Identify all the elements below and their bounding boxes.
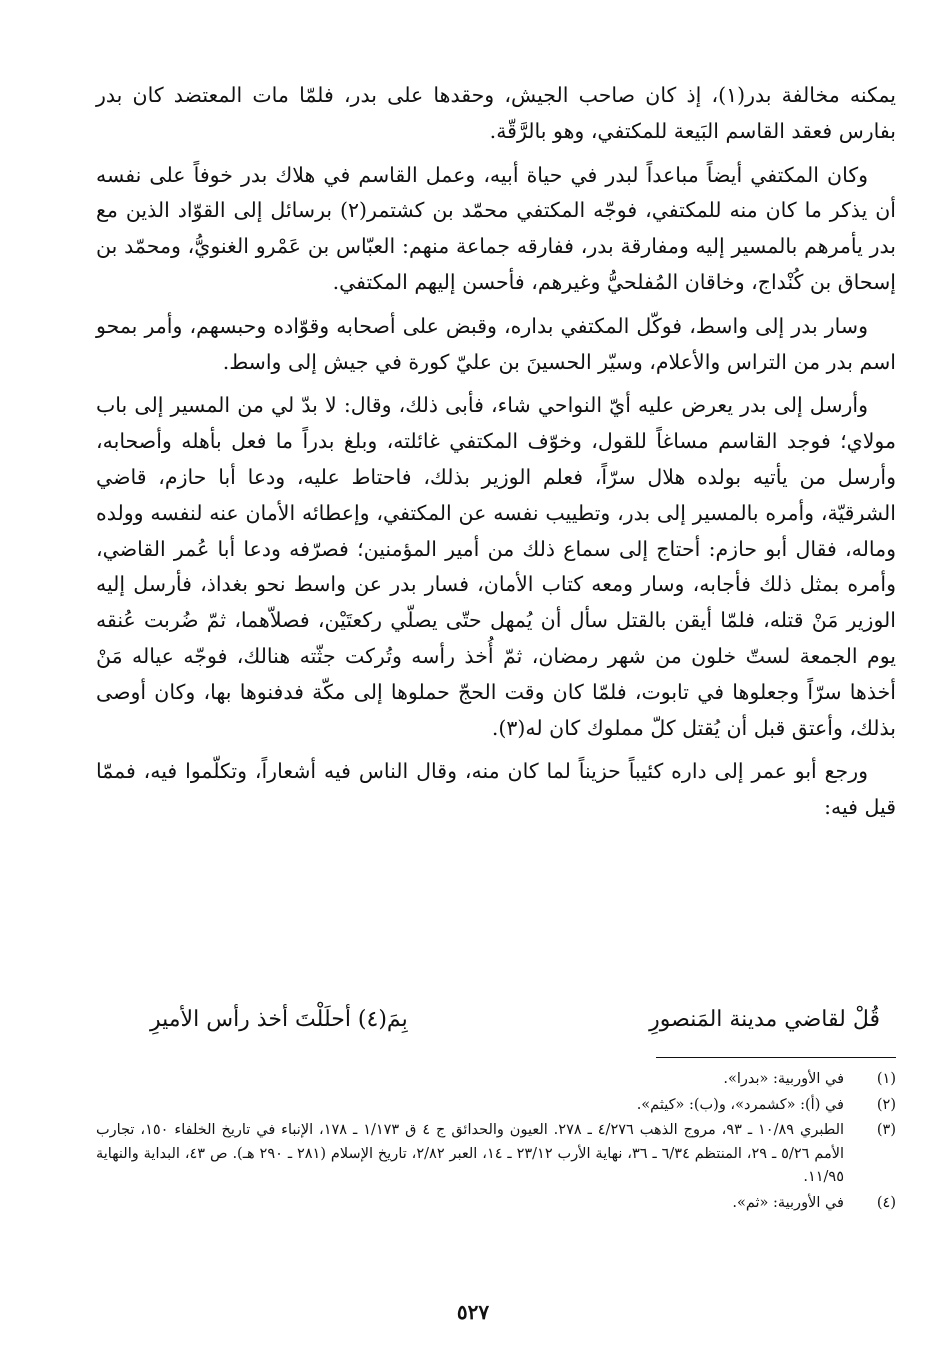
footnote-number: (٣) — [876, 1122, 896, 1138]
paragraph: يمكنه مخالفة بدر(١)، إذ كان صاحب الجيش، وحقدها على بدر، فلمّا مات المعتضد كان بدر بفارس فعقد القاسم البَيعة للمكتفي، وهو بالرَّقّة. — [96, 83, 896, 143]
verse-second-hemistich: بِمَ(٤) أحلَلْتَ أخذ رأس الأميرِ — [150, 1007, 408, 1032]
paragraph: ورجع أبو عمر إلى داره كئيباً حزيناً لما كان منه، وقال الناس فيه أشعاراً، وتكلّموا فيه، فممّا قيل فيه: — [96, 759, 896, 820]
paragraph: وكان المكتفي أيضاً مباعداً لبدر في حياة أبيه، وعمل القاسم في هلاك بدر خوفاً على نفسه أن يذكر ما كان منه للمكتفي، فوجّه المكتفي محمّد بن كشتمر(٢) برسائل إلى القوّاد الذين مع بدر يأمرهم بالمسير إليه ومفارقة بدر، ففارقه جماعة منهم: العبّاس بن عَمْرو الغنويُّ، ومحمّد بن إسحاق بن كُنْداج، وخاقان المُفلحيُّ وغيرهم، فأحسن إليهم المكتفي. — [96, 162, 896, 294]
footnotes — [96, 1068, 896, 1217]
poem-verse — [150, 1000, 880, 1040]
footnote — [96, 1192, 896, 1216]
paragraph: وسار بدر إلى واسط، فوكّل المكتفي بداره، وقبض على أصحابه وقوّاده وحبسهم، وأمر بمحو اسم بدر من التراس والأعلام، وسيّر الحسينَ بن عليّ كورة في جيش إلى واسط. — [96, 313, 896, 374]
footnote — [96, 1068, 896, 1092]
page-number: ٥٢٧ — [456, 1300, 490, 1324]
footnote-text: في الأوربية: «بدرا». — [723, 1071, 844, 1087]
main-text — [96, 78, 896, 834]
footnote-number: (٢) — [876, 1096, 896, 1113]
footnote-separator — [656, 1057, 896, 1058]
footnote-number: (١) — [876, 1071, 896, 1087]
footnote-text: في الأوربية: «ثم». — [732, 1194, 844, 1211]
footnote-text: الطبري ١٠/٨٩ ـ ٩٣، مروج الذهب ٤/٢٧٦ ـ ٢٧٨. العيون والحدائق ج ٤ ق ١/١٧٣ ـ ١٧٨، الإنباء في تاريخ الخلفاء ١٥٠، تجارب الأمم ٥/٢٦ ـ ٢٩، المنتظم ٦/٣٤ ـ ٣٦، نهاية الأرب ٢٣/١٢ ـ ١٤، العبر ٢/٨٢، تاريخ الإسلام (٢٨١ ـ ٢٩٠ هـ). ص ٤٣، البداية والنهاية ١١/٩٥. — [96, 1122, 845, 1185]
paragraph: وأرسل إلى بدر يعرض عليه أيّ النواحي شاء، فأبى ذلك، وقال: لا بدّ لي من المسير إلى باب مولاي؛ فوجد القاسم مساغاً للقول، وخوّف المكتفي غائلته، وبلغ بدراً ما فعل بأهله وأصحابه، وأرسل من يأتيه بولده هلال سرّاً، فعلم الوزير بذلك، فاحتاط عليه، ودعا أبا حازم، قاضي الشرقيّة، وأمره بالمسير إلى بدر، وتطييب نفسه عن المكتفي، وإعطائه الأمان عنه لنفسه وولده وماله، فقال أبو حازم: أحتاج إلى سماع ذلك من أمير المؤمنين؛ فصرّفه ودعا أبا عُمر القاضي، وأمره بمثل ذلك فأجابه، وسار ومعه كتاب الأمان، فسار بدر عن واسط نحو بغداذ، فأرسل إليه الوزير مَنْ قتله، فلمّا أيقن بالقتل سأل أن يُمهل حتّى يصلّي ركعتَيْن، فصلاّهما، ثمّ ضُربت عُنقه يوم الجمعة لستّ خلون من شهر رمضان، ثمّ أُخذ رأسه وتُركت جثّته هنالك، فوجّه عياله مَنْ أخذها سرّاً وجعلوها في تابوت، فلمّا كان وقت الحجّ حملوها إلى مكّة فدفنوها بها، وكان أوصى بذلك، وأعتق قبل أن يُقتل كلّ مملوك كان له(٣). — [96, 393, 896, 740]
footnote-text: في (أ): «كشمرد»، و(ب): «كيثم». — [636, 1096, 844, 1113]
footnote — [96, 1119, 896, 1190]
verse-first-hemistich: قُلْ لقاضي مدينة المَنصورِ — [649, 1007, 880, 1032]
footnote — [96, 1094, 896, 1118]
footnote-number: (٤) — [876, 1194, 896, 1211]
